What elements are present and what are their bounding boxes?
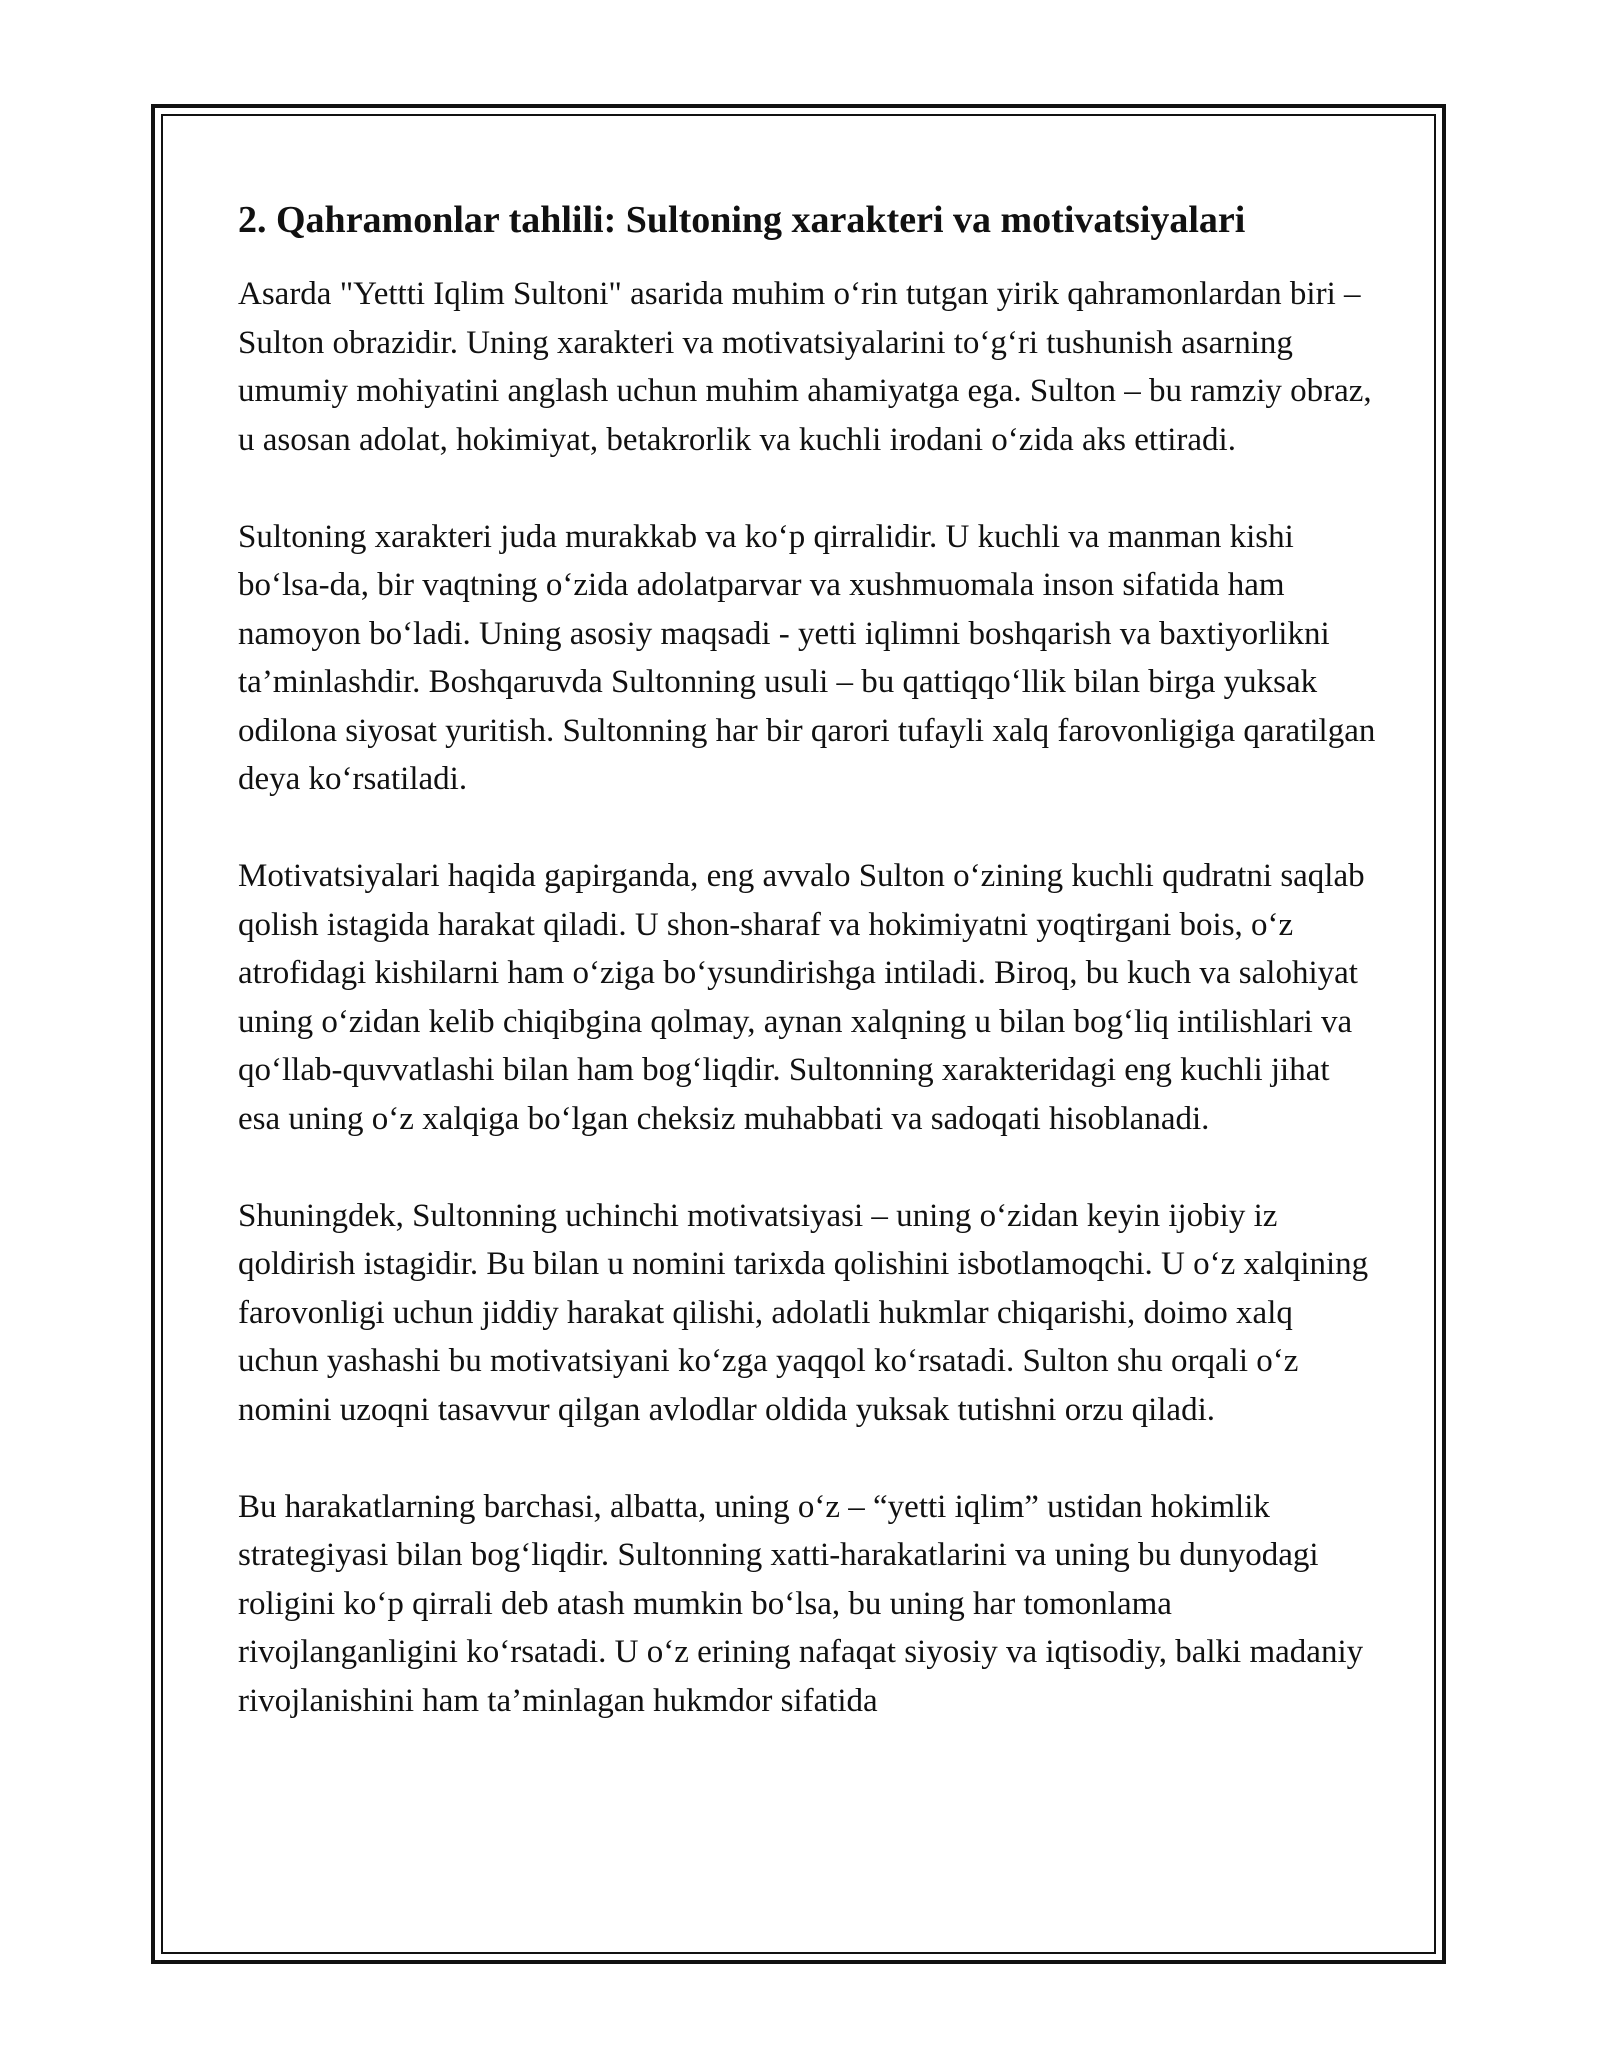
paragraph-2: Sultoning xarakteri juda murakkab va ko‘p qirralidir. U kuchli va manman kishi bo‘lsa-da, bir vaqtning o‘zida adolatparvar va xushmuomala inson sifatida ham namoyon bo‘ladi. Uning asosiy maqsadi - yetti iqlimni boshqarish va baxtiyorlikni ta’minlashdir. Boshqaruvda Sultonning usuli – bu qattiqqo‘llik bilan birga yuksak odilona siyosat yuritish. Sultonning har bir qarori tufayli xalq farovonligiga qaratilgan deya ko‘rsatiladi. (238, 518, 1376, 797)
page-border-inner (161, 114, 1436, 1954)
document-body (238, 196, 1378, 1774)
paragraph-3: Motivatsiyalari haqida gapirganda, eng avvalo Sulton o‘zining kuchli qudratni saqlab qolish istagida harakat qiladi. U shon-sharaf va hokimiyatni yoqtirgani bois, o‘z atrofidagi kishilarni ham o‘ziga bo‘ysundirishga intiladi. Biroq, bu kuch va salohiyat uning o‘zidan kelib chiqibgina qolmay, aynan xalqning u bilan bog‘liq intilishlari va qo‘llab-quvvatlashi bilan ham bog‘liqdir. Sultonning xarakteridagi eng kuchli jihat esa uning o‘z xalqiga bo‘lgan cheksiz muhabbati va sadoqati hisoblanadi. (238, 858, 1365, 1137)
paragraph-1: Asarda "Yettti Iqlim Sultoni" asarida muhim o‘rin tutgan yirik qahramonlardan biri – Sulton obrazidir. Uning xarakteri va motivatsiyalarini to‘g‘ri tushunish asarning umumiy mohiyatini anglash uchun muhim ahamiyatga ega. Sulton – bu ramziy obraz, u asosan adolat, hokimiyat, betakrorlik va kuchli irodani o‘zida aks ettiradi. (238, 276, 1372, 458)
section-heading: 2. Qahramonlar tahlili: Sultoning xarakteri va motivatsiyalari (238, 199, 1246, 241)
paragraph-5: Bu harakatlarning barchasi, albatta, uning o‘z – “yetti iqlim” ustidan hokimlik strategiyasi bilan bog‘liqdir. Sultonning xatti-harakatlarini va uning bu dunyodagi roligini ko‘p qirrali deb atash mumkin bo‘lsa, bu uning har tomonlama rivojlanganligini ko‘rsatadi. U o‘z erining nafaqat siyosiy va iqtisodiy, balki madaniy rivojlanishini ham ta’minlagan hukmdor sifatida (238, 1488, 1364, 1719)
page-border-outer (151, 104, 1446, 1964)
paragraph-4: Shuningdek, Sultonning uchinchi motivatsiyasi – uning o‘zidan keyin ijobiy iz qoldirish istagidir. Bu bilan u nomini tarixda qolishini isbotlamoqchi. U o‘z xalqining farovonligi uchun jiddiy harakat qilishi, adolatli hukmlar chiqarishi, doimo xalq uchun yashashi bu motivatsiyani ko‘zga yaqqol ko‘rsatadi. Sulton shu orqali o‘z nomini uzoqni tasavvur qilgan avlodlar oldida yuksak tutishni orzu qiladi. (238, 1197, 1369, 1428)
